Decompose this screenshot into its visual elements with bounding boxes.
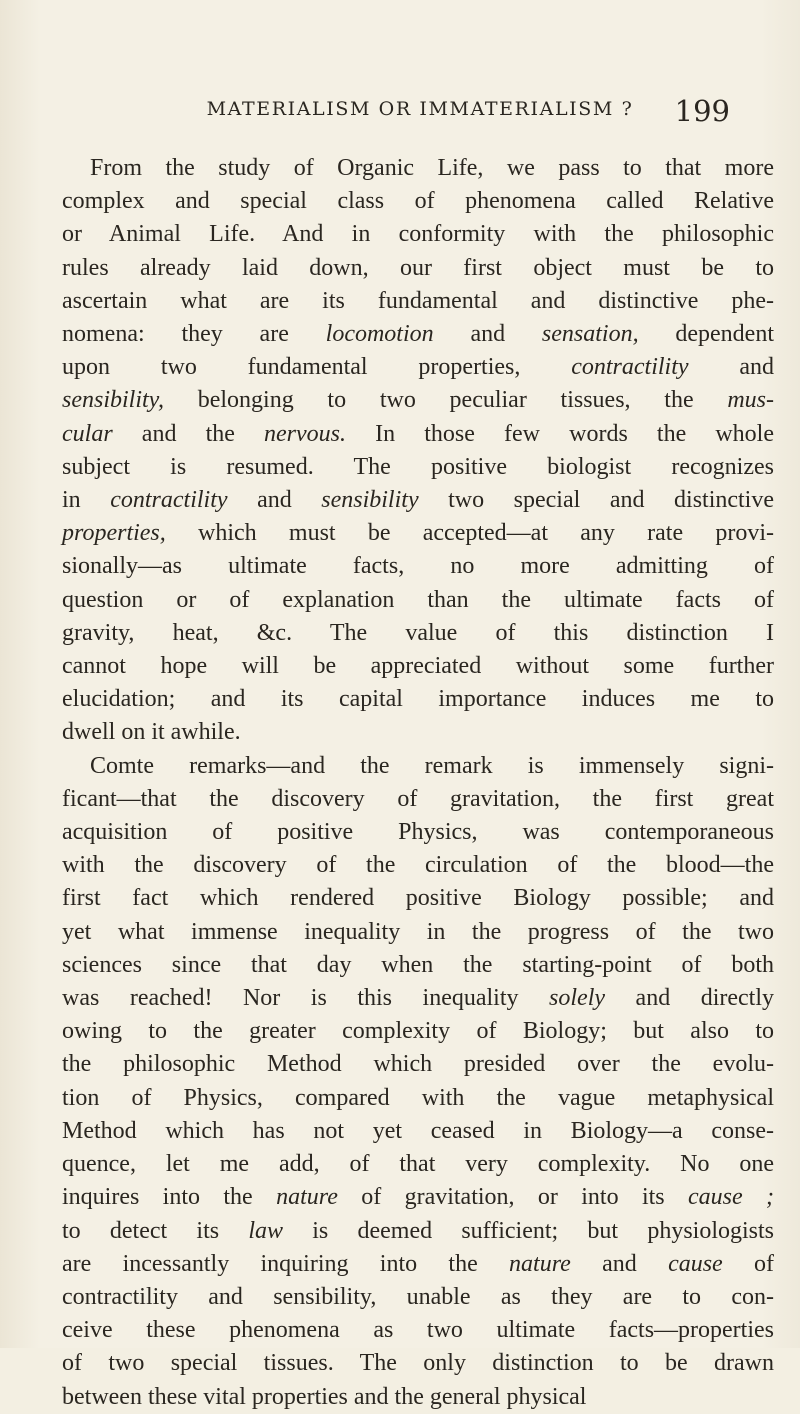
- text-line: [62, 1181, 774, 1214]
- text-line: [62, 1115, 774, 1148]
- text-line: [62, 1048, 774, 1081]
- text-segment: with the discovery of the circulation of the blood—the: [62, 852, 774, 879]
- text-line: [62, 617, 774, 650]
- text-segment: and: [570, 1250, 669, 1277]
- text-segment: From the study of Organic Life, we pass to that more: [90, 155, 774, 181]
- text-segment: of gravitation, or into its: [337, 1184, 688, 1211]
- text-line: [62, 318, 774, 351]
- text-segment: tion of Physics, compared with the vague metaphysical: [62, 1084, 774, 1111]
- italic-text: sensation,: [541, 321, 639, 348]
- text-line: [62, 949, 774, 982]
- italic-text: contractility: [571, 354, 689, 381]
- italic-text: properties,: [62, 520, 166, 547]
- text-line: [62, 484, 774, 517]
- text-line: [62, 451, 774, 484]
- text-segment: owing to the greater complexity of Biology; but also to: [62, 1018, 774, 1045]
- text-line: [62, 517, 774, 550]
- text-line: [62, 1148, 774, 1181]
- text-line: [62, 1082, 774, 1115]
- text-segment: which must be accepted—at any rate provi-: [165, 520, 774, 547]
- text-line: [62, 418, 774, 451]
- text-line: [62, 285, 774, 318]
- text-segment: sionally—as ultimate facts, no more admitting of: [62, 553, 774, 580]
- page-number: 199: [674, 94, 730, 128]
- text-segment: Comte remarks—and the remark is immensely signi-: [90, 752, 774, 779]
- text-segment: quence, let me add, of that very complexity. No one: [62, 1151, 774, 1178]
- text-segment: and: [688, 354, 775, 381]
- text-line: [62, 1381, 774, 1414]
- italic-text: cause ;: [688, 1184, 774, 1211]
- text-segment: or Animal Life. And in conformity with the philosophic: [62, 221, 774, 248]
- text-segment: dwell on it awhile.: [62, 719, 241, 746]
- italic-text: nervous.: [264, 420, 346, 447]
- text-segment: and: [227, 487, 322, 514]
- text-line: [62, 218, 774, 251]
- text-line: [62, 1248, 774, 1281]
- italic-text: sensibility,: [62, 387, 164, 414]
- text-segment: was reached! Nor is this inequality: [62, 985, 550, 1012]
- text-segment: of two special tissues. The only distinction to be drawn: [62, 1350, 774, 1377]
- text-line: [62, 1215, 774, 1248]
- text-segment: and the: [112, 420, 265, 447]
- text-line: [62, 185, 774, 218]
- text-line: [62, 1015, 774, 1048]
- text-line: [62, 783, 774, 816]
- text-segment: In those few words the whole: [346, 420, 774, 447]
- text-line: [62, 849, 774, 882]
- text-line: [62, 982, 774, 1015]
- text-line: [62, 1347, 774, 1380]
- text-segment: in: [62, 487, 111, 514]
- text-segment: is deemed sufficient; but physiologists: [283, 1217, 775, 1244]
- italic-text: law: [248, 1217, 284, 1244]
- italic-text: cause: [668, 1250, 723, 1277]
- text-line: [62, 683, 774, 716]
- text-line: [62, 384, 774, 417]
- text-segment: question or of explanation than the ultimate facts of: [62, 586, 774, 613]
- text-segment: and: [433, 321, 542, 348]
- text-line: [62, 916, 774, 949]
- text-segment: gravity, heat, &c. The value of this distinction I: [62, 619, 774, 646]
- text-line: [62, 882, 774, 915]
- text-line: [62, 351, 774, 384]
- italic-text: nature: [276, 1184, 338, 1211]
- running-title: MATERIALISM OR IMMATERIALISM ?: [206, 98, 634, 120]
- italic-text: contractility: [110, 487, 228, 514]
- text-segment: the philosophic Method which presided over the evolu-: [62, 1051, 774, 1078]
- text-segment: to detect its: [62, 1217, 249, 1244]
- text-line: [62, 152, 774, 185]
- text-line: [62, 584, 774, 617]
- text-segment: cannot hope will be appreciated without some further: [62, 653, 774, 680]
- text-segment: between these vital properties and the general physical: [62, 1383, 587, 1410]
- text-segment: and directly: [605, 985, 775, 1012]
- text-segment: complex and special class of phenomena called Relative: [62, 188, 774, 215]
- text-segment: upon two fundamental properties,: [62, 354, 572, 381]
- text-line: [62, 252, 774, 285]
- text-line: [62, 816, 774, 849]
- text-line: [62, 650, 774, 683]
- italic-text: cular: [62, 420, 113, 447]
- text-segment: rules already laid down, our first object must be to: [62, 254, 774, 281]
- text-segment: first fact which rendered positive Biology possible; and: [62, 885, 774, 912]
- text-segment: contractility and sensibility, unable as they are to con-: [62, 1283, 774, 1310]
- italic-text: solely: [549, 985, 606, 1012]
- text-segment: ceive these phenomena as two ultimate facts—properties: [62, 1317, 774, 1344]
- text-line: [62, 716, 774, 749]
- text-segment: Method which has not yet ceased in Biology—a conse-: [62, 1117, 774, 1144]
- text-segment: sciences since that day when the starting-point of both: [62, 951, 774, 978]
- italic-text: nature: [509, 1250, 571, 1277]
- text-segment: are incessantly inquiring into the: [62, 1250, 510, 1277]
- text-segment: acquisition of positive Physics, was contemporaneous: [62, 819, 774, 846]
- italic-text: locomotion: [325, 321, 434, 348]
- text-line: [62, 550, 774, 583]
- italic-text: mus-: [727, 387, 774, 414]
- text-line: [62, 750, 774, 783]
- text-line: [62, 1314, 774, 1347]
- text-segment: ficant—that the discovery of gravitation, the first great: [62, 785, 774, 812]
- text-segment: inquires into the: [62, 1184, 277, 1211]
- text-segment: nomena: they are: [62, 321, 326, 348]
- italic-text: sensibility: [321, 487, 419, 514]
- text-line: [62, 1281, 774, 1314]
- text-segment: subject is resumed. The positive biologist recognizes: [62, 453, 774, 480]
- running-head: [110, 94, 730, 130]
- text-segment: belonging to two peculiar tissues, the: [164, 387, 728, 414]
- text-segment: yet what immense inequality in the progress of the two: [62, 918, 774, 945]
- text-segment: of: [722, 1250, 774, 1277]
- text-segment: elucidation; and its capital importance induces me to: [62, 686, 774, 713]
- text-segment: ascertain what are its fundamental and distinctive phe-: [62, 287, 774, 314]
- body-text: [62, 152, 774, 1414]
- text-segment: dependent: [638, 321, 774, 348]
- text-segment: two special and distinctive: [418, 487, 775, 514]
